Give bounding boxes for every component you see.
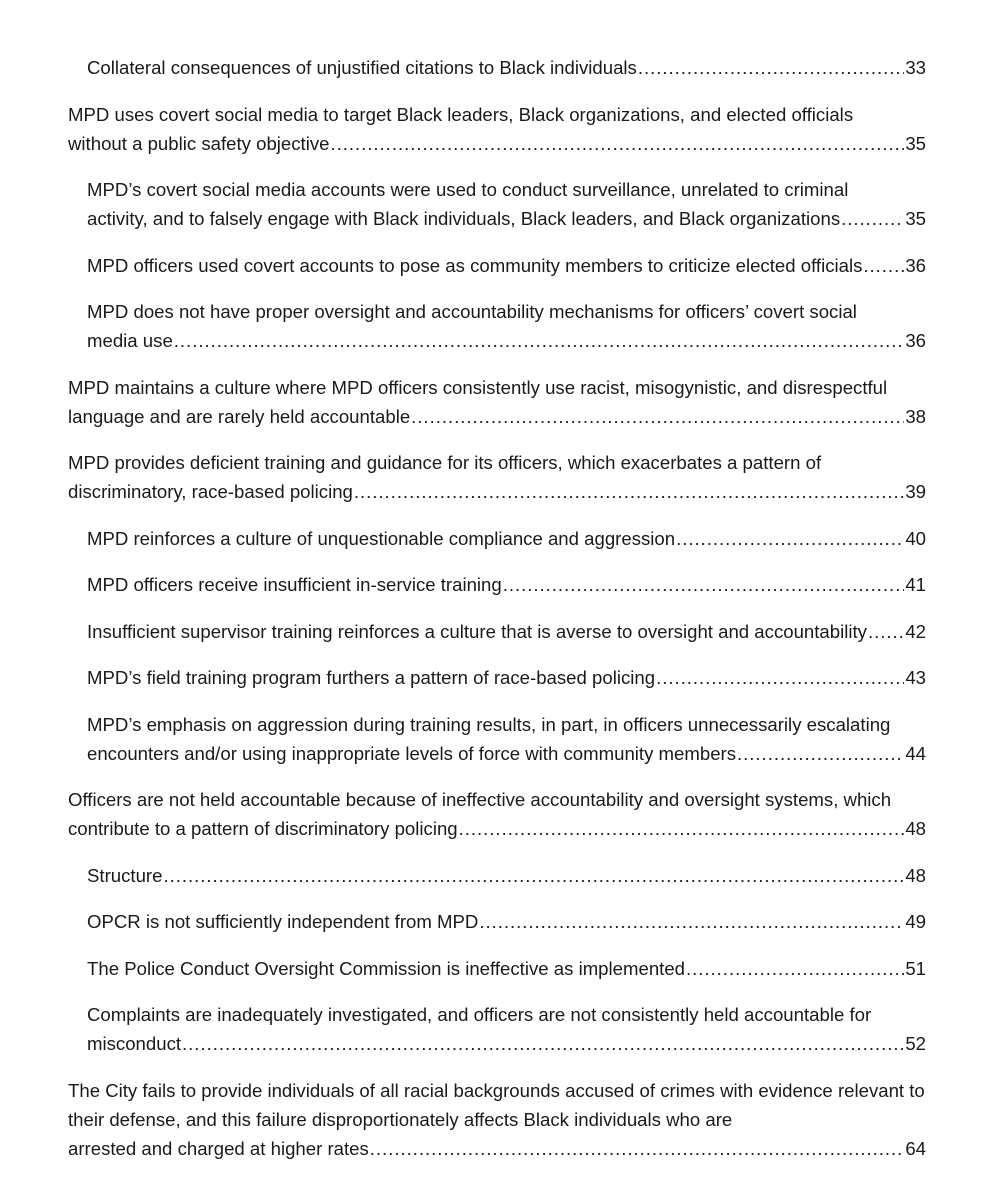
toc-entry[interactable]: [68, 861, 926, 890]
toc-page-number: 35: [905, 132, 926, 154]
toc-entry-title: contribute to a pattern of discriminatory policing: [68, 818, 458, 839]
toc-entry-title: encounters and/or using inappropriate levels of force with community members: [87, 742, 737, 764]
toc-entry-lead: MPD maintains a culture where MPD officers consistently use racist, misogynistic, and disrespectful: [68, 376, 888, 398]
toc-entry-lead: The City fails to provide individuals of all racial backgrounds accused of crimes with evidence relevant to their defense, and this failure disproportionately affects Black individuals who are: [68, 1079, 925, 1130]
toc-page-number: 64: [905, 1137, 926, 1159]
toc-page-number: 39: [905, 481, 926, 502]
table-of-contents: [68, 53, 926, 1163]
toc-entry[interactable]: [68, 524, 926, 553]
toc-entry-title: OPCR is not sufficiently independent from MPD: [87, 911, 479, 932]
toc-page-number: 38: [905, 405, 926, 427]
toc-page-number: 36: [905, 254, 926, 276]
toc-entry-title: The Police Conduct Oversight Commission is ineffective as implemented: [87, 957, 686, 979]
dot-leader: [737, 739, 904, 768]
toc-entry-title: MPD reinforces a culture of unquestionable compliance and aggression: [87, 527, 676, 549]
toc-entry[interactable]: [68, 373, 926, 431]
toc-entry-lead: MPD’s covert social media accounts were used to conduct surveillance, unrelated to criminal: [87, 179, 849, 200]
toc-entry[interactable]: [68, 663, 926, 692]
dot-leader: [370, 1134, 905, 1163]
dot-leader: [479, 907, 904, 936]
toc-page-number: 35: [905, 208, 926, 229]
toc-entry-title: language and are rarely held accountable: [68, 405, 411, 427]
toc-page-number: 44: [905, 742, 926, 764]
toc-entry-title: Insufficient supervisor training reinforces a culture that is averse to oversight and accountability: [87, 620, 867, 642]
toc-entry-title: MPD officers used covert accounts to pose as community members to criticize elected officials: [87, 254, 863, 276]
toc-entry-lead: MPD provides deficient training and guidance for its officers, which exacerbates a pattern of: [68, 452, 822, 473]
toc-entry[interactable]: [68, 251, 926, 280]
dot-leader: [656, 663, 904, 692]
toc-entry[interactable]: [68, 785, 926, 843]
toc-entry-lead: MPD does not have proper oversight and accountability mechanisms for officers’ covert social: [87, 301, 857, 322]
toc-entry-title: MPD’s field training program furthers a pattern of race-based policing: [87, 667, 656, 688]
toc-entry[interactable]: [68, 1000, 926, 1058]
dot-leader: [863, 251, 904, 280]
toc-entry[interactable]: [68, 617, 926, 646]
toc-page-number: 40: [905, 527, 926, 549]
toc-entry[interactable]: [68, 53, 926, 82]
toc-entry-title: misconduct: [87, 1033, 182, 1054]
dot-leader: [182, 1029, 904, 1058]
toc-page-number: 43: [905, 667, 926, 688]
toc-entry-title: media use: [87, 330, 173, 351]
toc-entry[interactable]: [68, 1076, 926, 1163]
dot-leader: [638, 53, 904, 82]
dot-leader: [459, 814, 905, 843]
toc-page-number: 41: [905, 574, 926, 595]
toc-entry-lead: MPD uses covert social media to target Black leaders, Black organizations, and elected officials: [68, 103, 854, 125]
toc-page-number: 33: [905, 57, 926, 78]
toc-page-number: 52: [905, 1033, 926, 1054]
dot-leader: [841, 204, 904, 233]
toc-entry-lead: MPD’s emphasis on aggression during training results, in part, in officers unnecessarily escalating: [87, 713, 891, 735]
dot-leader: [686, 954, 904, 983]
toc-entry-title: discriminatory, race-based policing: [68, 481, 353, 502]
dot-leader: [174, 326, 905, 355]
toc-entry-title: Collateral consequences of unjustified citations to Black individuals: [87, 57, 637, 78]
toc-entry-lead: Complaints are inadequately investigated, and officers are not consistently held accountable for: [87, 1004, 872, 1025]
toc-entry-title: activity, and to falsely engage with Black individuals, Black leaders, and Black organizations: [87, 208, 841, 229]
dot-leader: [676, 524, 904, 553]
toc-entry[interactable]: [68, 907, 926, 936]
dot-leader: [503, 570, 905, 599]
toc-entry-title: arrested and charged at higher rates: [68, 1137, 369, 1159]
toc-entry[interactable]: [68, 570, 926, 599]
toc-entry-title: without a public safety objective: [68, 132, 330, 154]
toc-page-number: 36: [905, 330, 926, 351]
dot-leader: [331, 129, 905, 158]
toc-page-number: 42: [905, 620, 926, 642]
toc-entry-title: MPD officers receive insufficient in-service training: [87, 574, 502, 595]
dot-leader: [354, 477, 904, 506]
toc-page-number: 48: [905, 818, 926, 839]
toc-page-number: 49: [905, 911, 926, 932]
toc-entry-lead: Officers are not held accountable because of ineffective accountability and oversight systems, which: [68, 789, 892, 810]
dot-leader: [411, 402, 904, 431]
toc-entry[interactable]: [68, 448, 926, 506]
toc-entry[interactable]: [68, 710, 926, 768]
dot-leader: [163, 861, 904, 890]
toc-page-number: 48: [905, 864, 926, 886]
toc-entry[interactable]: [68, 175, 926, 233]
toc-entry[interactable]: [68, 297, 926, 355]
toc-entry[interactable]: [68, 100, 926, 158]
dot-leader: [868, 617, 904, 646]
toc-page-number: 51: [905, 957, 926, 979]
toc-entry-title: Structure: [87, 864, 163, 886]
toc-entry[interactable]: [68, 954, 926, 983]
